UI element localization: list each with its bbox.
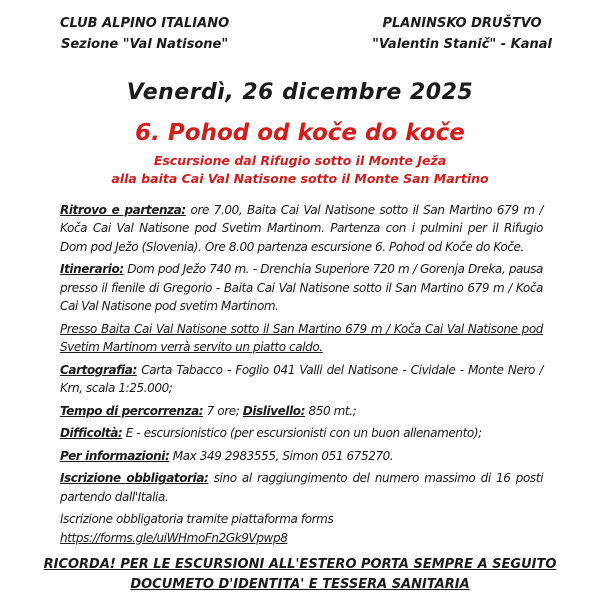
event-title: 6. Pohod od koče do koče	[135, 119, 465, 146]
body-paragraphs	[0, 188, 600, 548]
footer-warning-line1: RICORDA! PER LE ESCURSIONI ALL'ESTERO PORTA SEMPRE A SEGUITO	[43, 557, 557, 572]
cartografia-plain: Carta Tabacco - Foglio 041 Valli del Natisone - Cividale - Monte Nero / Krn, scala 1:25.000;	[60, 362, 543, 396]
ritrovo-e-partenza	[60, 201, 543, 257]
per-informazioni-label: Per informazioni:	[60, 448, 170, 463]
itinerario-plain: Dom pod Ježo 740 m. - Drenchia Superiore 720 m / Gorenja Dreka, pausa presso il fienile di Gregorio - Baita Cai Val Natisone sotto il San Martino 679 m / Koča Cai Val Natisone pod svetim Martinom.	[60, 262, 543, 314]
right-org-name: PLANINSKO DRUŠTVO	[382, 16, 542, 31]
piatto-caldo-underline: Presso Baita Cai Val Natisone sotto il San Martino 679 m / Koča Cai Val Natisone pod Svetim Martinom verrà servito un piatto caldo.	[60, 321, 543, 355]
tempo-dislivello-label: Tempo di percorrenza:	[60, 403, 204, 418]
difficolta-plain: E - escursionistico (per escursionisti con un buon allenamento);	[122, 426, 482, 441]
right-org-section: "Valentin Stanič" - Kanal	[372, 36, 552, 52]
iscrizione-obbligatoria-plain: sino al raggiungimento del numero massimo di 16 posti partendo dall'Italia.	[60, 471, 544, 504]
itinerario-label: Itinerario:	[60, 262, 124, 277]
iscrizione-forms-plain: Iscrizione obbligatoria tramite piattaforma forms	[60, 512, 334, 527]
left-org-name: CLUB ALPINO ITALIANO	[60, 16, 230, 31]
left-org	[60, 14, 229, 56]
cartografia-label: Cartografia:	[60, 362, 137, 377]
event-subtitle-line2: alla baita Cai Val Natisone sotto il Monte San Martino	[111, 170, 489, 186]
itinerario	[60, 260, 543, 316]
footer-warning-line2: DOCUMETO D'IDENTITA' E TESSERA SANITARIA	[130, 577, 470, 592]
right-org	[372, 14, 552, 56]
difficolta-label: Difficoltà:	[60, 426, 123, 441]
footer-warning	[0, 555, 600, 595]
per-informazioni	[60, 447, 543, 466]
piatto-caldo	[60, 320, 543, 357]
difficolta	[60, 424, 543, 443]
forms-link[interactable]: https://forms.gle/uiWHmoFn2Gk9Vpwp8	[60, 530, 288, 545]
event-subtitle	[0, 152, 600, 188]
header	[0, 0, 600, 56]
per-informazioni-plain: Max 349 2983555, Simon 051 675270.	[169, 448, 394, 463]
tempo-dislivello-label: Dislivello:	[242, 403, 306, 418]
event-subtitle-line1: Escursione dal Rifugio sotto il Monte Ježa	[153, 152, 447, 168]
left-org-section: Sezione "Val Natisone"	[60, 36, 229, 52]
ritrovo-e-partenza-plain: ore 7.00, Baita Cai Val Natisone sotto il San Martino 679 m / Koča Cai Val Natisone pod Svetim Martinom. Partenza con i pulmini per il Rifugio Dom pod Ježo (Slovenia). Ore 8.00 partenza escursione 6. Pohod od Koče do Koče.	[60, 202, 543, 254]
iscrizione-obbligatoria-label: Iscrizione obbligatoria:	[60, 471, 209, 486]
ritrovo-e-partenza-label: Ritrovo e partenza:	[60, 202, 186, 217]
tempo-dislivello-plain: 850 mt.;	[305, 403, 357, 418]
tempo-dislivello	[60, 402, 543, 421]
iscrizione-forms	[60, 510, 543, 547]
cartografia	[60, 361, 543, 398]
iscrizione-obbligatoria	[60, 469, 543, 506]
tempo-dislivello-plain: 7 ore;	[203, 403, 243, 418]
event-date: Venerdì, 26 dicembre 2025	[126, 79, 474, 105]
